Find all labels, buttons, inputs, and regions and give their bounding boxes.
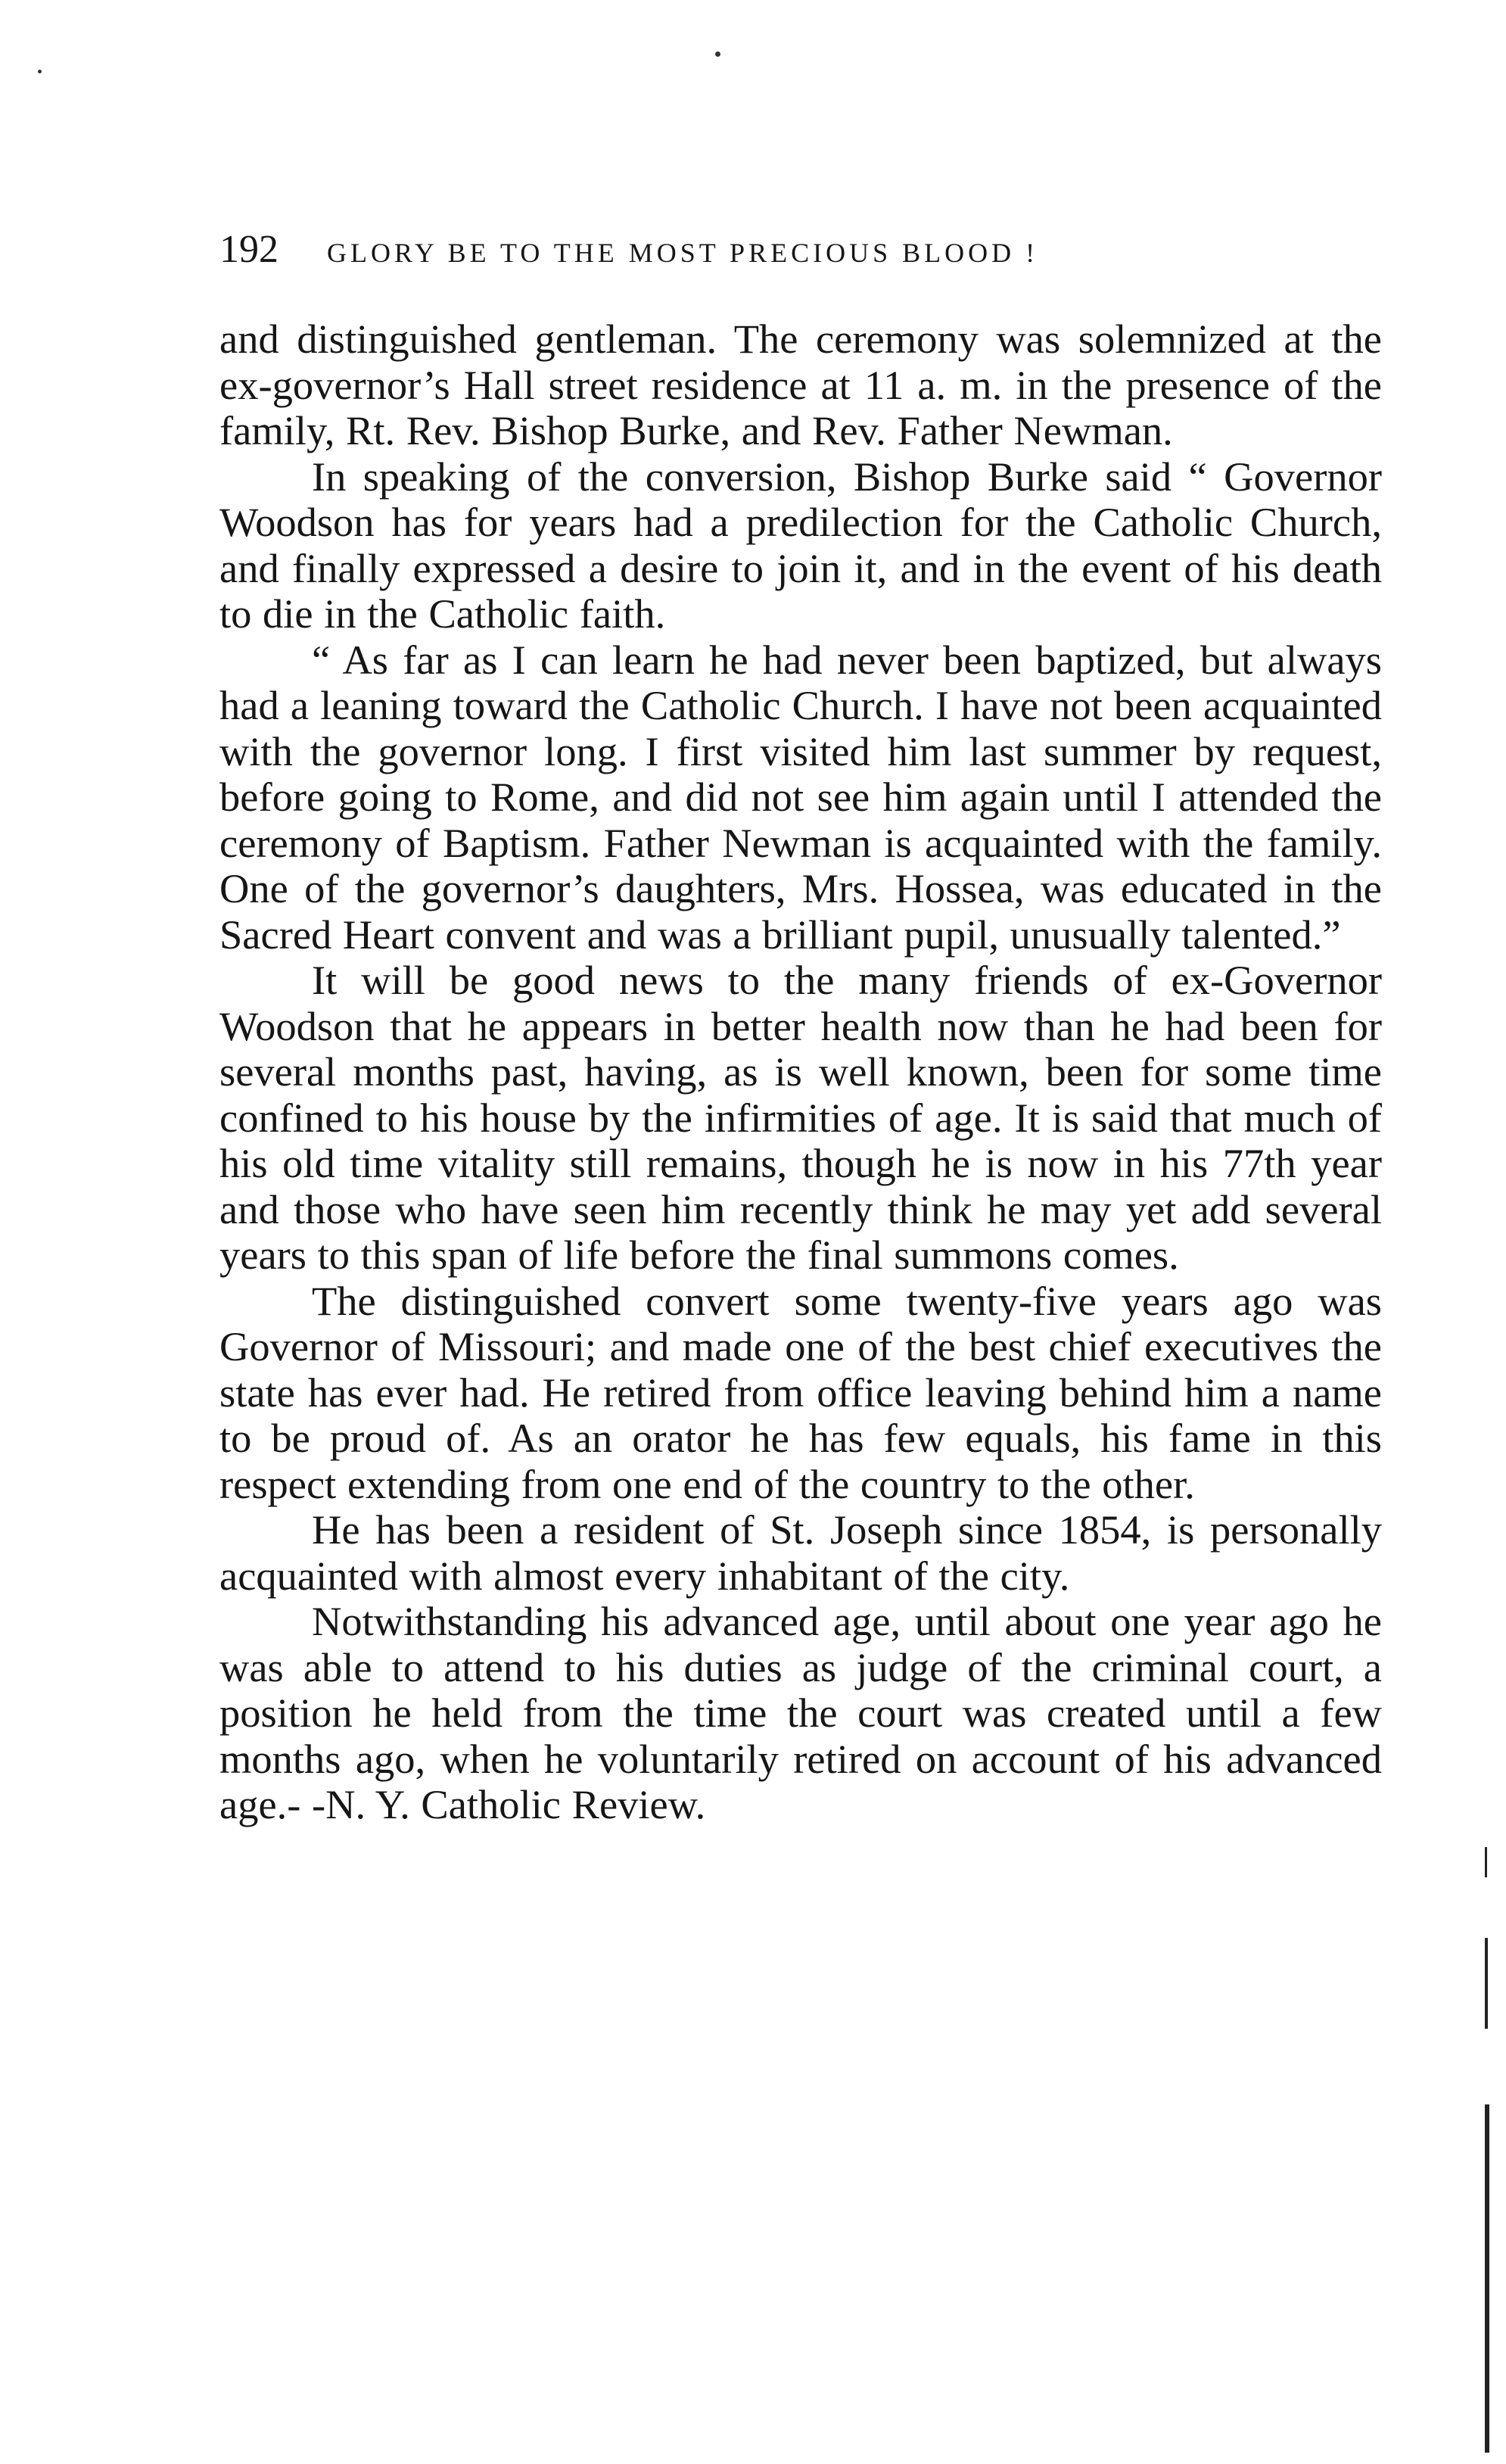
paragraph: He has been a resident of St. Joseph since 1854, is personally acquainted with almost every inhabitant of the city. (219, 1506, 1382, 1599)
scan-speck (715, 51, 720, 57)
page-number: 192 (219, 228, 278, 271)
paragraph: In speaking of the conversion, Bishop Burke said “ Governor Woodson has for years had a predilection for the Catholic Church, and finally expressed a desire to join it, and in the event of his death to die in the Catholic faith. (219, 453, 1382, 637)
scan-edge-artifact (1485, 1938, 1488, 2029)
paragraph: It will be good news to the many friends of ex-Governor Woodson that he appears in better health now than he had been for several months past, having, as is well known, been for some time confined to his house by the infirmities of age. It is said that much of his old time vitality still remains, though he is now in his 77th year and those who have seen him recently think he may yet add several years to this span of life before the final summons comes. (219, 957, 1382, 1278)
body-text (219, 316, 1382, 1828)
paragraph: “ As far as I can learn he had never been baptized, but always had a leaning toward the Catholic Church. I have not been acquainted with the governor long. I first visited him last summer by request, before going to Rome, and did not see him again until I attended the ceremony of Baptism. Father Newman is acquainted with the family. One of the governor’s daughters, Mrs. Hossea, was educated in the Sacred Heart convent and was a brilliant pupil, unusually talented.” (219, 636, 1382, 958)
paragraph: The distinguished convert some twenty-five years ago was Governor of Missouri; and made one of the best chief executives the state has ever had. He retired from office leaving behind him a name to be proud of. As an orator he has few equals, his fame in this respect extending from one end of the country to the other. (219, 1277, 1382, 1507)
running-head: GLORY BE TO THE MOST PRECIOUS BLOOD ! (327, 238, 1039, 268)
scan-speck (38, 70, 42, 73)
page-header (219, 227, 1392, 276)
scan-edge-artifact (1485, 2104, 1489, 2453)
paragraph: Notwithstanding his advanced age, until about one year ago he was able to attend to his duties as judge of the criminal court, a position he held from the time the court was created until a few months ago, when he voluntarily retired on account of his advanced age.- -N. Y. Catholic Review. (219, 1598, 1382, 1827)
paragraph: and distinguished gentleman. The ceremony was solemnized at the ex-governor’s Hall street residence at 11 a. m. in the presence of the family, Rt. Rev. Bishop Burke, and Rev. Father Newman. (219, 316, 1382, 453)
scan-edge-artifact (1485, 1847, 1487, 1877)
